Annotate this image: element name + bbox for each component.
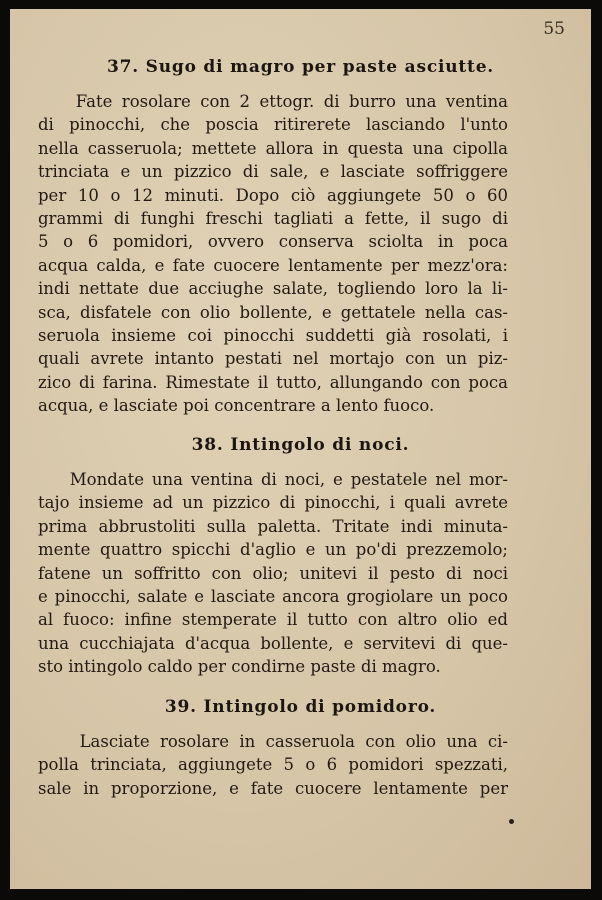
- text-line: indi nettate due acciughe salate, togliendo loro la li-: [38, 279, 508, 299]
- ink-speck: [509, 819, 514, 824]
- text-line: acqua, e lasciate poi concentrare a lento fuoco.: [38, 396, 435, 416]
- page-number: 55: [543, 19, 565, 39]
- text-line: seruola insieme coi pinocchi suddetti già rosolati, i: [38, 326, 508, 346]
- text-line: di pinocchi, che poscia ritirerete lasciando l'unto: [38, 115, 508, 135]
- text-line: sto intingolo caldo per condirne paste di magro.: [38, 657, 441, 677]
- text-line: zico di farina. Rimestate il tutto, allungando con poca: [38, 372, 508, 392]
- text-line: Lasciate rosolare in casseruola con olio una ci-: [38, 732, 508, 751]
- text-line: trinciata e un pizzico di sale, e lasciate soffriggere: [38, 162, 508, 182]
- text-line: 5 o 6 pomidori, ovvero conserva sciolta in poca: [38, 232, 508, 252]
- text-line: Fate rosolare con 2 ettogr. di burro una ventina: [38, 92, 508, 111]
- text-line: grammi di funghi freschi tagliati a fette, il sugo di: [38, 209, 508, 229]
- recipe-39-title: 39. Intingolo di pomidoro.: [164, 697, 437, 717]
- recipe-38-text: [38, 468, 508, 679]
- text-line: acqua calda, e fate cuocere lentamente per mezz'ora:: [38, 255, 508, 275]
- text-line: sale in proporzione, e fate cuocere lentamente per: [38, 778, 508, 798]
- text-line: Mondate una ventina di noci, e pestatele nel mor-: [38, 470, 508, 489]
- text-line: nella casseruola; mettete allora in questa una cipolla: [38, 138, 508, 158]
- text-line: polla trinciata, aggiungete 5 o 6 pomidori spezzati,: [38, 755, 508, 775]
- text-line: una cucchiajata d'acqua bollente, e servitevi di que-: [38, 633, 508, 653]
- book-page: [10, 9, 591, 889]
- text-line: e pinocchi, salate e lasciate ancora grogiolare un poco: [38, 587, 508, 607]
- text-line: prima abbrustoliti sulla paletta. Tritate indi minuta-: [38, 516, 508, 536]
- recipe-37-title: 37. Sugo di magro per paste asciutte.: [106, 57, 495, 77]
- text-line: tajo insieme ad un pizzico di pinocchi, i quali avrete: [38, 493, 508, 513]
- text-line: al fuoco: infine stemperate il tutto con altro olio ed: [38, 610, 508, 630]
- text-line: per 10 o 12 minuti. Dopo ciò aggiungete 50 o 60: [38, 185, 508, 205]
- text-line: quali avrete intanto pestati nel mortajo con un piz-: [38, 349, 508, 369]
- recipe-37-text: [38, 90, 508, 418]
- text-line: sca, disfatele con olio bollente, e gettatele nella cas-: [38, 302, 508, 322]
- text-line: mente quattro spicchi d'aglio e un po'di prezzemolo;: [38, 540, 508, 560]
- recipe-39-text: [38, 730, 508, 800]
- recipe-38-title: 38. Intingolo di noci.: [191, 435, 410, 455]
- text-line: fatene un soffritto con olio; unitevi il pesto di noci: [38, 563, 508, 583]
